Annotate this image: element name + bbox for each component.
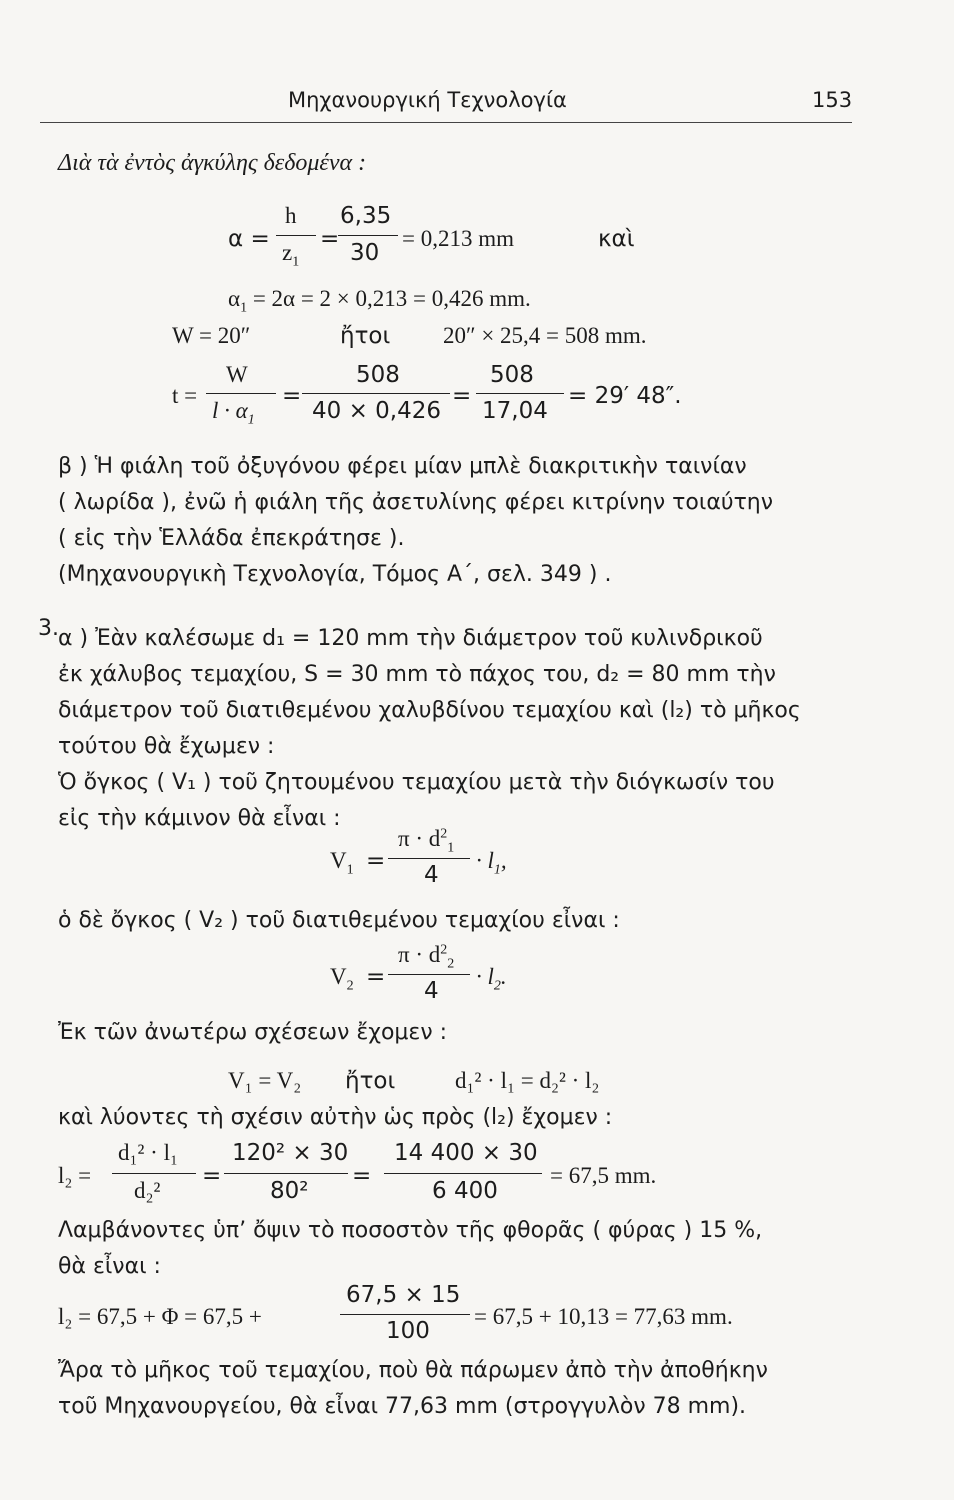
eql2-lhs: l₂ = (58, 1163, 92, 1188)
eql2-bar2 (224, 1173, 348, 1174)
eq3-htoi: ἤτοι (340, 323, 391, 349)
eqfinal-lhs: l₂ = 67,5 + Φ = 67,5 + (58, 1304, 262, 1329)
eq4-lhs: t = (172, 383, 198, 408)
eqv1-lhs: $V_1$ (330, 848, 354, 878)
eq4-result: = 29′ 48″. (568, 383, 682, 409)
page-number: 153 (812, 88, 853, 112)
lamb-line-1: Λαμβάνοντες ὑπ’ ὄψιν τὸ ποσοστὸν τῆς φθορᾶς ( φύρας ) 15 %, (58, 1218, 763, 1243)
eql2-den1: d₂² (134, 1178, 161, 1203)
eq1-result: = 0,213 mm (402, 226, 515, 251)
section-number: 3. (38, 616, 59, 641)
alpha-line-2: ἐκ χάλυβος τεμαχίου, S = 30 mm τὸ πάχος του, d₂ = 80 mm τὴν (58, 662, 776, 687)
line-v2: ὁ δὲ ὄγκος ( V₂ ) τοῦ διατιθεμένου τεμαχίου εἶναι : (58, 908, 620, 933)
eqrel-right: d₁² · l₁ = d₂² · l₂ (455, 1068, 600, 1093)
equation-alpha1: $\alpha_1 = 2\alpha = 2 \times 0,213 = 0,426$ mm. (228, 286, 531, 316)
eq4-bar1 (206, 393, 276, 394)
eq1-den1: $z_1$ (282, 240, 300, 270)
eq1-den2: 30 (350, 240, 380, 266)
eq4-eq1: = (282, 383, 302, 409)
eqfinal-result: = 67,5 + 10,13 = 77,63 mm. (474, 1304, 733, 1329)
lamb-line-2: θὰ εἶναι : (58, 1254, 161, 1279)
final-line-2: τοῦ Μηχανουργείου, θὰ εἶναι 77,63 mm (στρογγυλὸν 78 mm). (58, 1394, 747, 1419)
header-rule (40, 122, 852, 123)
eqv2-den: 4 (424, 978, 439, 1004)
eql2-den3: 6 400 (432, 1178, 498, 1204)
eq4-eq2: = (452, 383, 472, 409)
eq4-num3: 508 (490, 362, 534, 388)
eq4-num1: W (226, 362, 248, 387)
eq4-bar3 (476, 393, 564, 394)
eqrel-left: V₁ = V₂ (228, 1068, 302, 1093)
eq1-num1: h (285, 203, 297, 228)
beta-line-1: β ) Ἡ φιάλη τοῦ ὀξυγόνου φέρει μίαν μπλὲ διακριτικὴν ταινίαν (58, 454, 747, 479)
eq3-right: 20″ × 25,4 = 508 mm. (443, 323, 647, 348)
alpha-line-5: Ὁ ὄγκος ( V₁ ) τοῦ ζητουμένου τεμαχίου μετὰ τὴν διόγκωσίν του (58, 770, 775, 795)
eql2-num3: 14 400 × 30 (394, 1140, 538, 1166)
eqv2-eq: = (366, 964, 386, 990)
eqv2-tail: · $l_2$. (476, 964, 507, 994)
eqv1-den: 4 (424, 862, 439, 888)
internal-data-heading: Διὰ τὰ ἐντὸς ἀγκύλης δεδομένα : (58, 150, 367, 176)
eql2-num2: 120² × 30 (232, 1140, 349, 1166)
line-ek: Ἐκ τῶν ἀνωτέρω σχέσεων ἔχομεν : (58, 1020, 448, 1045)
eql2-result: = 67,5 mm. (550, 1163, 657, 1188)
eql2-eq2: = (352, 1163, 372, 1189)
eq4-bar2 (302, 393, 450, 394)
eql2-num1: d₁² · l₁ (118, 1140, 178, 1165)
alpha-line-6: εἰς τὴν κάμινον θὰ εἶναι : (58, 806, 341, 831)
eqv1-bar (388, 858, 470, 859)
eqv1-num: $\pi \cdot d^2_1$ (398, 826, 455, 856)
eq1-lhs: α = (228, 226, 270, 252)
eql2-eq1: = (202, 1163, 222, 1189)
alpha-line-1: α ) Ἐὰν καλέσωμε d₁ = 120 mm τὴν διάμετρον τοῦ κυλινδρικοῦ (58, 626, 763, 651)
alpha-line-4: τούτου θὰ ἔχωμεν : (58, 734, 275, 759)
eqv2-num: $\pi \cdot d^2_2$ (398, 942, 455, 972)
eq1-kai: καὶ (598, 226, 635, 252)
eq1-bar1 (276, 235, 316, 236)
eq4-num2: 508 (356, 362, 400, 388)
eqfinal-bar (340, 1314, 470, 1315)
eqfinal-den: 100 (386, 1318, 430, 1344)
alpha-line-3: διάμετρον τοῦ διατιθεμένου χαλυβδίνου τεμαχίου καὶ (l₂) τὸ μῆκος (58, 698, 801, 723)
eqv2-lhs: $V_2$ (330, 964, 354, 994)
line-lyontes: καὶ λύοντες τὴ σχέσιν αὐτὴν ὡς πρὸς (l₂) ἔχομεν : (58, 1105, 613, 1130)
beta-line-3: ( εἰς τὴν Ἑλλάδα ἐπεκράτησε ). (58, 526, 405, 551)
eq4-den1: $l \cdot \alpha_1$ (212, 398, 255, 428)
eq4-den3: 17,04 (482, 398, 548, 424)
eql2-den2: 80² (270, 1178, 309, 1204)
eqv1-tail: · $l_1$, (476, 848, 507, 878)
eq1-eq: = (320, 226, 340, 252)
eq4-den2: 40 × 0,426 (312, 398, 442, 424)
eqv2-bar (388, 974, 470, 975)
eql2-bar3 (384, 1173, 542, 1174)
eqv1-eq: = (366, 848, 386, 874)
final-line-1: Ἄρα τὸ μῆκος τοῦ τεμαχίου, ποὺ θὰ πάρωμεν ἀπὸ τὴν ἀποθήκην (58, 1358, 768, 1383)
eq1-num2: 6,35 (340, 203, 392, 229)
beta-line-4: (Μηχανουργικὴ Τεχνολογία, Τόμος Α΄, σελ. 349 ) . (58, 562, 612, 587)
eq3-left: W = 20″ (172, 323, 251, 348)
eql2-bar1 (112, 1173, 196, 1174)
eq1-bar2 (338, 235, 398, 236)
beta-line-2: ( λωρίδα ), ἐνῶ ἡ φιάλη τῆς ἀσετυλίνης φέρει κιτρίνην τοιαύτην (58, 490, 774, 515)
eqrel-htoi: ἤτοι (345, 1068, 396, 1094)
running-header-title: Μηχανουργική Τεχνολογία (288, 88, 567, 112)
eqfinal-num: 67,5 × 15 (346, 1282, 461, 1308)
